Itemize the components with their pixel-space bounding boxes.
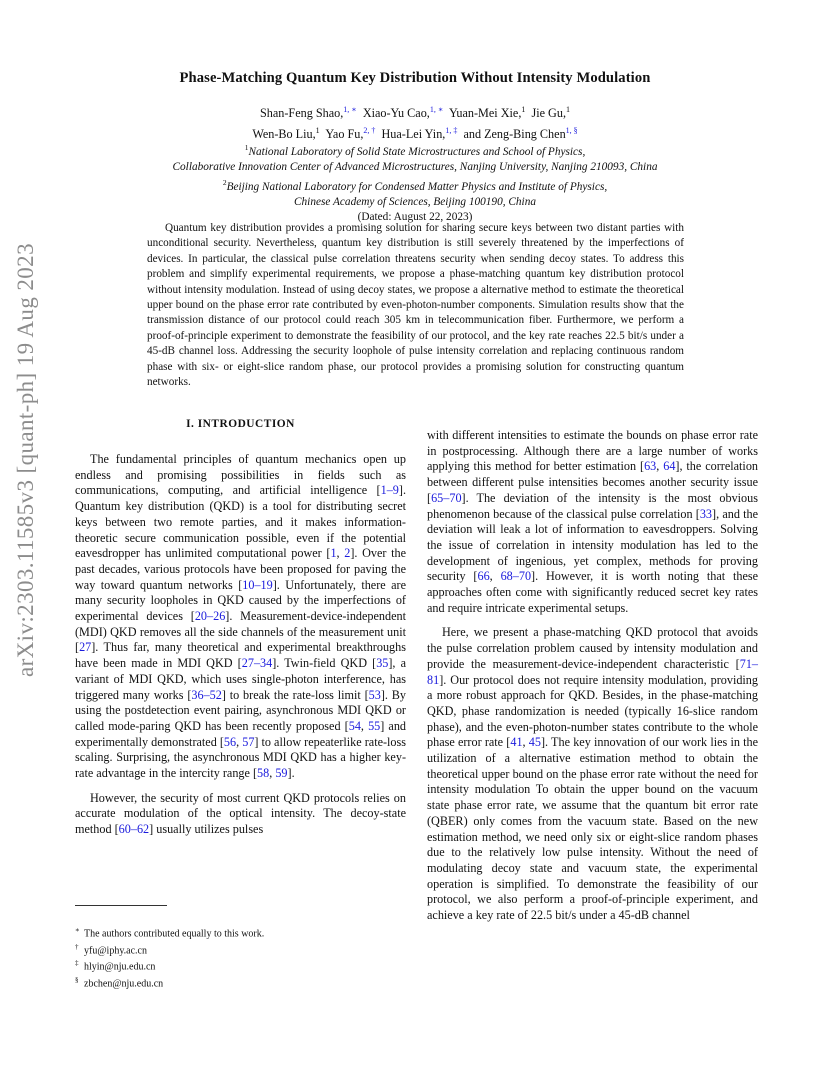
affiliation-1-line-2: Collaborative Innovation Center of Advanced Microstructures, Nanjing University, Nanjing 210093, China xyxy=(172,160,658,173)
footnote-symbol: ∗ xyxy=(75,926,80,934)
citation-link[interactable]: 63 xyxy=(644,459,657,474)
body-text: ] to allow repeaterlike rate-loss scaling. Surprising, the asynchronous MDI QKD has a higher key-rate advantage in the intercity range [ xyxy=(75,734,407,781)
affiliations xyxy=(70,140,760,226)
body-text: , xyxy=(489,569,501,584)
arxiv-identifier-text: arXiv:2303.11585v3 [quant-ph] 19 Aug 2023 xyxy=(13,243,39,677)
author-6: Yao Fu,$^{2, \dagger}$ xyxy=(325,126,376,142)
left-column xyxy=(75,452,406,838)
citation-link[interactable]: 33 xyxy=(699,506,713,521)
body-text: The fundamental principles of quantum mechanics open up endless and promising possibilities in fields such as communications, computing, and artificial intelligence [ xyxy=(75,452,406,498)
body-text: ]. Unfortunately, there are many security loopholes in QKD caused by the imperfections of experimental devices [ xyxy=(75,577,406,624)
body-text: ]. Twin-field QKD [ xyxy=(272,656,377,671)
body-text: , xyxy=(269,766,276,781)
body-text: , xyxy=(360,718,369,733)
body-text: However, the security of most current QKD protocols relies on accurate modulation of the optical intensity. The decoy-state method [ xyxy=(75,790,406,837)
author-8: and Zeng-Bing Chen$^{1, \S}$ xyxy=(463,126,578,142)
citation-link[interactable]: 36–52 xyxy=(191,687,222,702)
citation-link[interactable]: 60–62 xyxy=(118,822,150,837)
citation-link[interactable]: 35 xyxy=(376,656,389,671)
footnotes xyxy=(75,924,406,990)
author-7-affil[interactable]: 1, ‡ xyxy=(445,126,458,136)
body-text: ] to break the rate-loss limit [ xyxy=(221,687,369,702)
section-heading-introduction: I. INTRODUCTION xyxy=(186,418,295,430)
body-text: ]. Over the past decades, various protocols have been proposed for paving the way toward quantum networks [ xyxy=(75,546,406,592)
right-column xyxy=(427,428,758,924)
body-text: ], a variant of MDI QKD, which uses single-photon interference, has triggered many works [ xyxy=(75,656,407,702)
body-text: ], and the deviation will leak a lot of information to eavesdroppers. Solving the issue of correlation in intensity modulation has led to the development of ingenious, yet complex, methods for proving security [ xyxy=(427,506,759,584)
footnote xyxy=(75,924,406,941)
author-6-affil[interactable]: 2, † xyxy=(363,126,376,136)
body-text: , xyxy=(656,459,664,474)
footnote-rule xyxy=(75,905,167,906)
citation-link[interactable]: 56 xyxy=(223,734,237,749)
citation-link[interactable]: 41 xyxy=(510,735,523,750)
author-5-affil: 1 xyxy=(315,126,320,136)
citation-link[interactable]: 58 xyxy=(257,766,270,781)
citation-link[interactable]: 71–81 xyxy=(427,656,758,687)
footnote-symbol: ‡ xyxy=(75,959,79,968)
citation-link[interactable]: 45 xyxy=(528,735,541,750)
author-4: Jie Gu,$^1$ xyxy=(531,105,570,121)
author-1: Shan-Feng Shao,$^{1, ∗}$ xyxy=(260,105,357,121)
author-line-1 xyxy=(70,101,760,122)
author-3-affil: 1 xyxy=(521,105,526,114)
body-text: ]. The key innovation of our work lies in the utilization of a alternative estimation method to obtain the theoretical upper bound on the phase error rate without the need for intensity modulation To obtain the upper bound on the vacuum state phase error rate, we assume that the quantum bit error rate (QBER) only comes from the vacuum state. Based on the new estimation method, we need only six or eight-slice random phases due to the relatively low pulse intensity. Without the need of modulating decoy state and vacuum state, the experimental operation is simplified. To demonstrate the feasibility of our protocol, we also perform a proof-of-principle experiment, and achieve a key rate of 22.5 bit/s under a 45-dB channel xyxy=(427,735,759,923)
citation-link[interactable]: 68–70 xyxy=(500,569,532,584)
body-text: ]. Our protocol does not require intensity modulation, providing a more robust approach for QKD. Besides, in the phase-matching QKD, phase randomization is needed (typically 16-slice random phase), and the even-photon-number states contribute to the whole phase error rate [ xyxy=(427,672,758,750)
author-list xyxy=(70,101,760,143)
body-text: ]. Measurement-device-independent (MDI) QKD removes all the side channels of the measurement unit [ xyxy=(75,609,406,655)
citation-link[interactable]: 1 xyxy=(330,546,337,561)
arxiv-identifier[interactable] xyxy=(6,240,46,680)
body-text: ]. By using the postdetection event pairing, asynchronous MDI QKD or called mode-paring QKD has been recently proposed [ xyxy=(75,687,406,733)
footnote-email-link[interactable]: hlyin@nju.edu.cn xyxy=(84,961,156,973)
citation-link[interactable]: 53 xyxy=(368,687,381,702)
body-paragraph xyxy=(427,625,758,923)
body-text: , xyxy=(336,546,345,561)
citation-link[interactable]: 59 xyxy=(275,766,288,781)
footnote-email-link[interactable]: zbchen@nju.edu.cn xyxy=(84,977,164,989)
affiliation-2-line-1: $^2$Beijing National Laboratory for Condensed Matter Physics and Institute of Physics, xyxy=(222,178,608,193)
author-7: Hua-Lei Yin,$^{1, \ddagger}$ xyxy=(381,126,458,142)
citation-link[interactable]: 10–19 xyxy=(242,577,273,592)
body-text: ]. Thus far, many theoretical and experimental breakthroughs have been made in MDI QKD [ xyxy=(75,640,406,671)
affiliation-2-line-2: Chinese Academy of Sciences, Beijing 100190, China xyxy=(294,196,536,209)
citation-link[interactable]: 66 xyxy=(477,569,490,584)
body-text: ]. Quantum key distribution (QKD) is a tool for distributing secret keys between two remote parties, and it makes information-theoretic secure communication possible, even if the potential eavesdropper has unlimited computational power [ xyxy=(75,483,406,561)
body-paragraph xyxy=(75,791,406,838)
footnote xyxy=(75,941,406,958)
footnote xyxy=(75,974,406,991)
footnote-symbol: § xyxy=(75,975,79,984)
body-text: ] and experimentally demonstrated [ xyxy=(75,718,407,749)
footnote-email-link[interactable]: yfu@iphy.ac.cn xyxy=(84,944,147,956)
body-text: Here, we present a phase-matching QKD protocol that avoids the pulse correlation problem caused by intensity modulation and provide the measurement-device-independent characteristic [ xyxy=(427,625,758,671)
body-text: ], the correlation between different pulse intensities becomes another security issue [ xyxy=(427,459,759,505)
body-text: with different intensities to estimate the bounds on phase error rate in postprocessing. Although there are a large number of works applying this method for better estimation [ xyxy=(427,428,758,474)
body-text: ]. However, it is worth noting that these approaches often come with significantly reduced secret key rates and require intricate experimental setups. xyxy=(427,569,759,615)
citation-link[interactable]: 54 xyxy=(348,718,361,733)
footnote xyxy=(75,957,406,974)
citation-link[interactable]: 27–34 xyxy=(241,656,273,671)
footnote-text: The authors contributed equally to this work. xyxy=(84,928,265,940)
citation-link[interactable]: 64 xyxy=(663,459,676,474)
author-4-affil: 1 xyxy=(566,105,570,114)
paper-title: Phase-Matching Quantum Key Distribution Without Intensity Modulation xyxy=(179,70,651,86)
body-text: , xyxy=(236,734,243,749)
citation-link[interactable]: 57 xyxy=(242,734,255,749)
body-text: ] usually utilizes pulses xyxy=(149,822,264,837)
author-1-affil[interactable]: 1, ∗ xyxy=(343,105,357,114)
body-paragraph xyxy=(75,452,406,782)
citation-link[interactable]: 20–26 xyxy=(194,609,226,624)
author-5: Wen-Bo Liu,$^1$ xyxy=(252,126,320,142)
citation-link[interactable]: 55 xyxy=(368,718,381,733)
author-8-affil[interactable]: 1, § xyxy=(565,126,578,136)
citation-link[interactable]: 2 xyxy=(344,546,351,561)
author-2-affil[interactable]: 1, ∗ xyxy=(429,105,444,114)
footnote-symbol: † xyxy=(75,942,79,951)
abstract: Quantum key distribution provides a promising solution for sharing secure keys between two distant parties with unconditional security. Nevertheless, quantum key distribution is still severely threatened by the imperfections of devices. In particular, the classical pulse correlation threatens security when sending decoy states. To address this problem and simplify experimental requirements, we propose a phase-matching quantum key distribution protocol without intensity modulation. Instead of using decoy states, we propose a alternative method to estimate the theoretical upper bound on the phase error rate contributed by even-photon-number components. Simulation results show that the transmission distance of our protocol could reach 305 km in telecommunication fiber. Furthermore, we perform a proof-of-principle experiment to demonstrate the feasibility of our protocol, and the key rate reaches 22.5 bit/s under a 45-dB channel loss. Addressing the security loophole of pulse intensity correlation and replacing continuous random phase with six- or eight-slice random phase, our protocol provides a promising solution for constructing quantum networks. xyxy=(147,222,684,389)
body-text: , xyxy=(522,735,529,750)
citation-link[interactable]: 27 xyxy=(79,640,92,655)
date-line: (Dated: August 22, 2023) xyxy=(357,211,473,224)
citation-link[interactable]: 65–70 xyxy=(431,490,462,505)
body-paragraph xyxy=(427,428,758,616)
body-text: ]. xyxy=(287,766,295,781)
affiliation-1-line-1: $^1$National Laboratory of Solid State Microstructures and School of Physics, xyxy=(244,143,586,158)
body-text: ]. The deviation of the intensity is the most obvious phenomenon because of the classical pulse correlation [ xyxy=(427,490,758,521)
author-2: Xiao-Yu Cao,$^{1, ∗}$ xyxy=(362,105,444,121)
citation-link[interactable]: 1–9 xyxy=(380,483,399,498)
author-3: Yuan-Mei Xie,$^1$ xyxy=(448,105,526,121)
